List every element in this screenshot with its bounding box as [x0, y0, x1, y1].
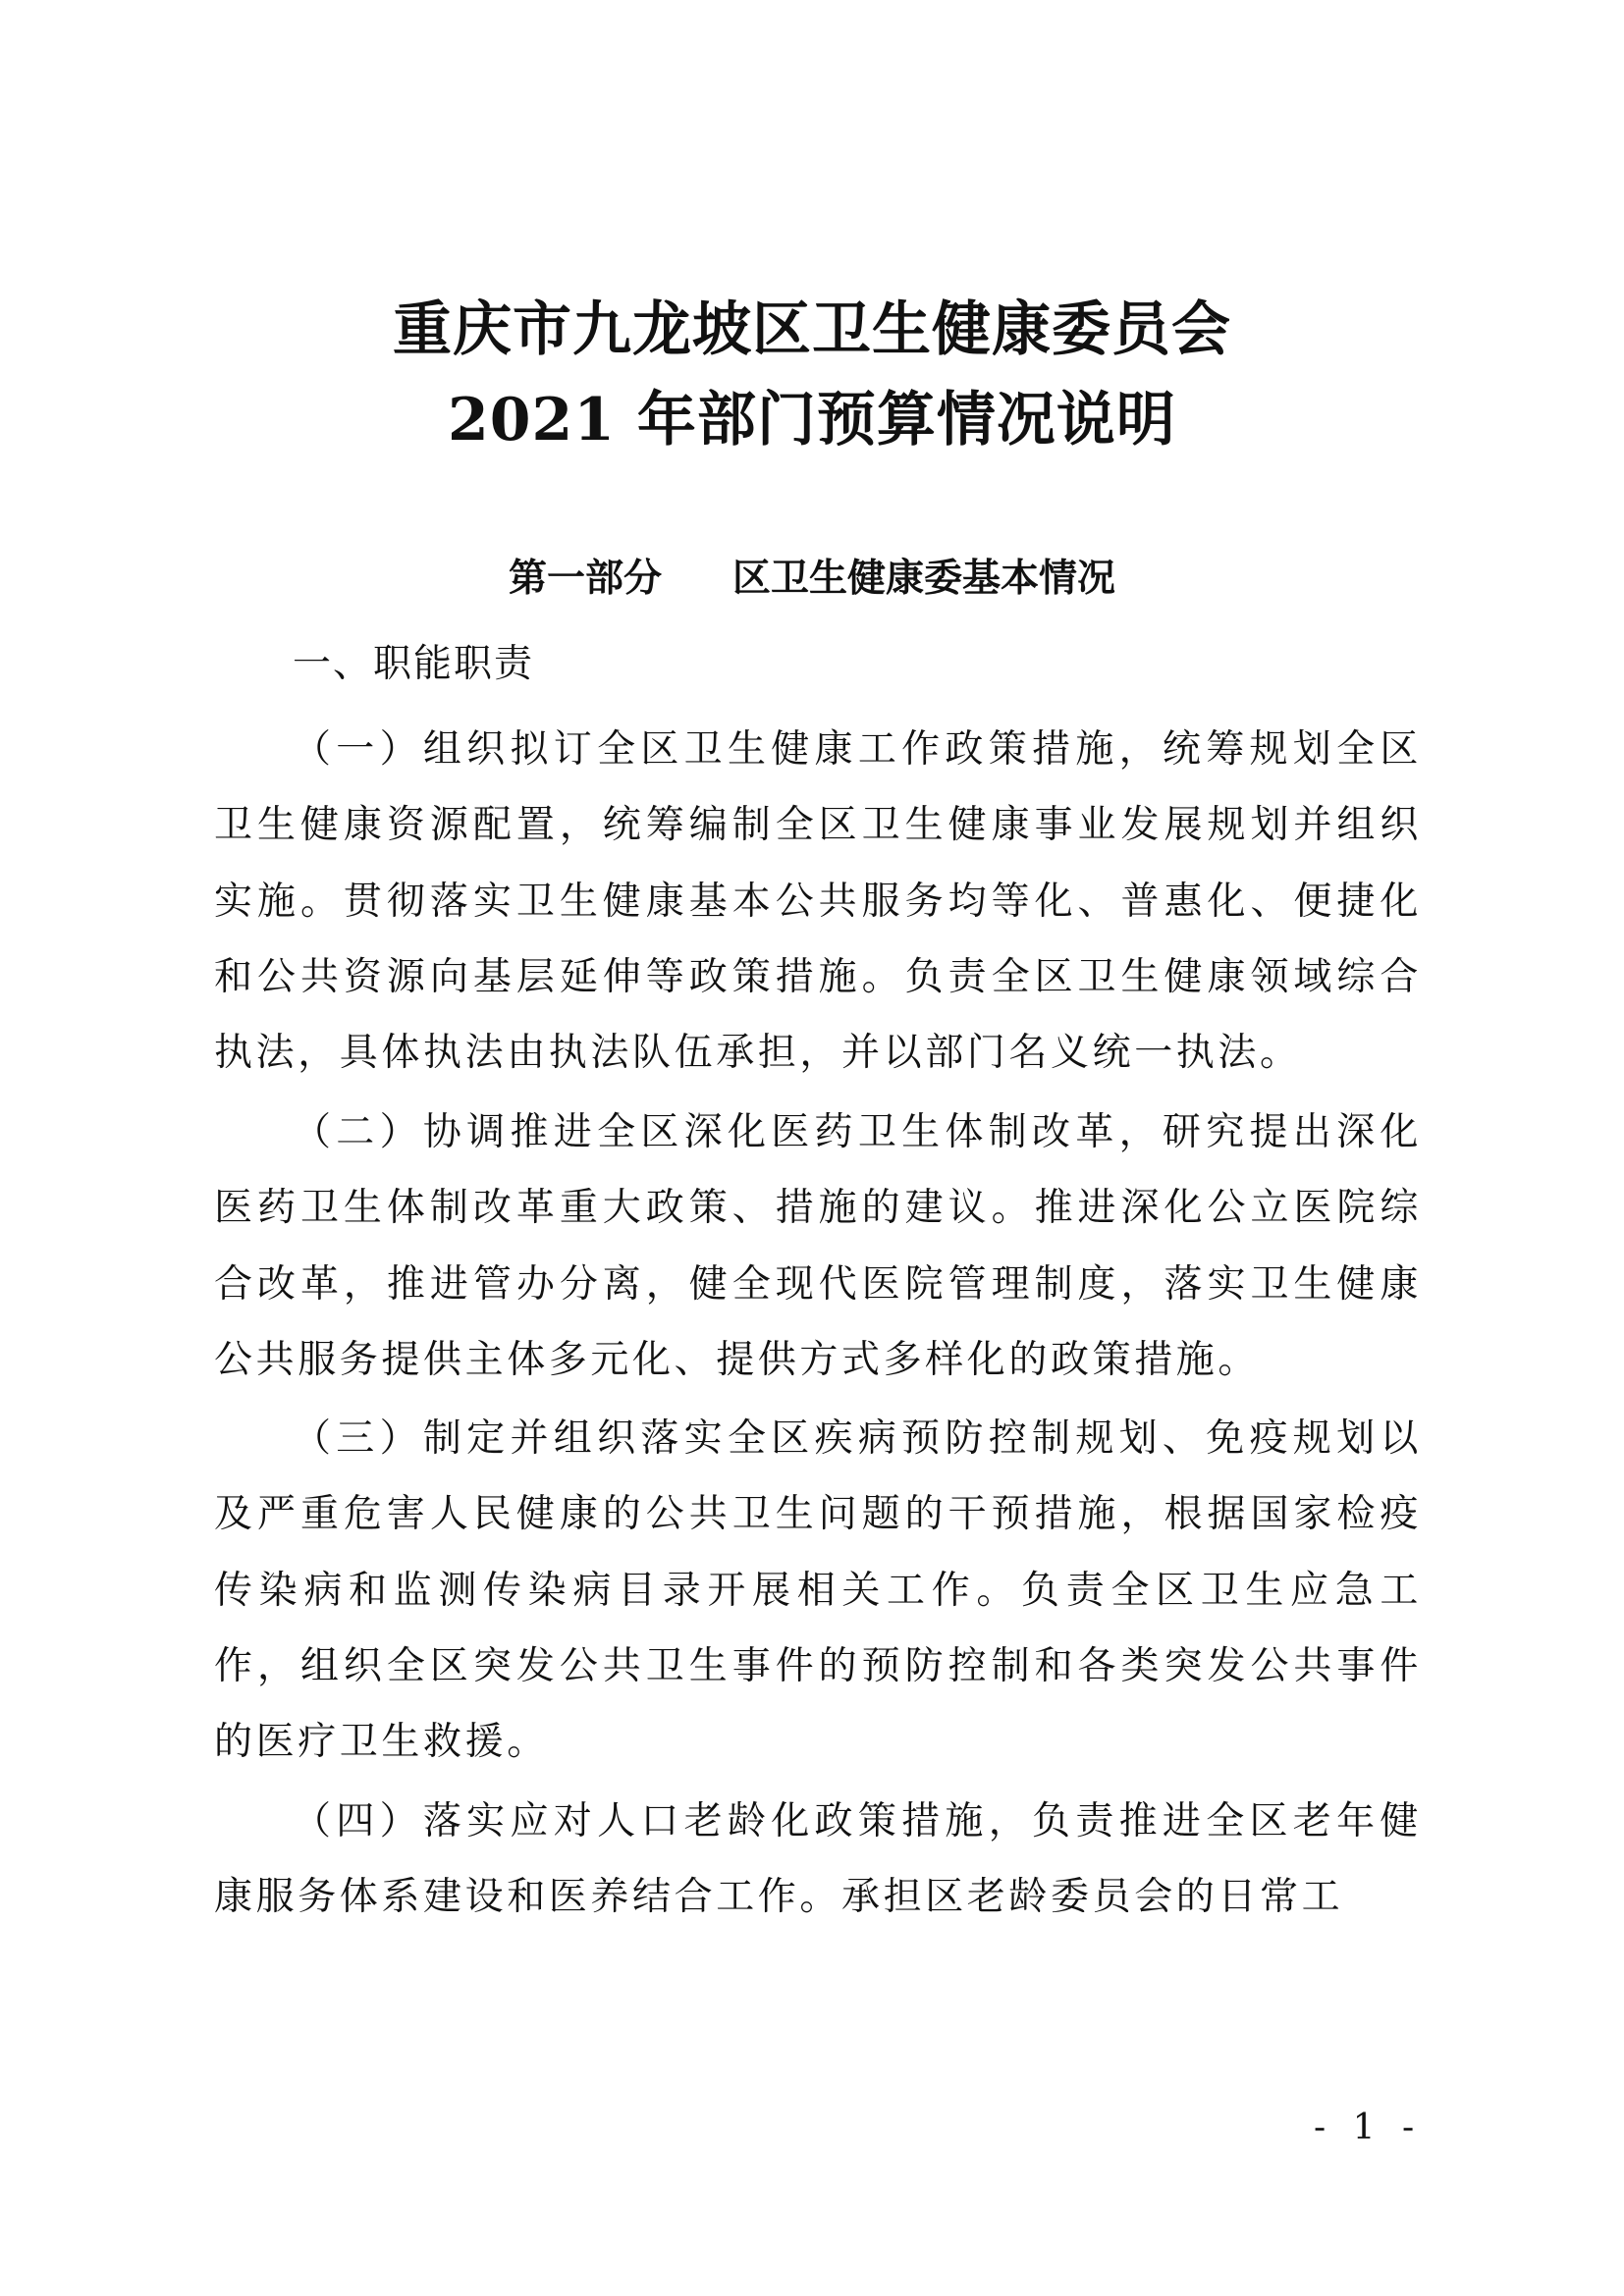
section-heading — [0, 557, 1624, 601]
page-number: - 1 - — [1314, 2108, 1423, 2148]
document-title-line-1: 重庆市九龙坡区卫生健康委员会 — [393, 295, 1231, 364]
paragraph-2: （二）协调推进全区深化医药卫生体制改革，研究提出深化医药卫生体制改革重大政策、措施的建议。推进深化公立医院综合改革，推进管办分离，健全现代医院管理制度，落实卫生健康公共服务提供主体多元化、提供方式多样化的政策措施。 — [214, 1110, 1422, 1382]
paragraph-3: （三）制定并组织落实全区疾病预防控制规划、免疫规划以及严重危害人民健康的公共卫生问题的干预措施，根据国家检疫传染病和监测传染病目录开展相关工作。负责全区卫生应急工作，组织全区突发公共卫生事件的预防控制和各类突发公共事件的医疗卫生救援。 — [214, 1416, 1422, 1765]
paragraph-1: （一）组织拟订全区卫生健康工作政策措施，统筹规划全区卫生健康资源配置，统筹编制全区卫生健康事业发展规划并组织实施。贯彻落实卫生健康基本公共服务均等化、普惠化、便捷化和公共资源向基层延伸等政策措施。负责全区卫生健康领域综合执法，具体执法由执法队伍承担，并以部门名义统一执法。 — [214, 727, 1422, 1076]
section-name: 区卫生健康委基本情况 — [732, 557, 1116, 601]
section-part-label: 第一部分 — [508, 557, 662, 601]
paragraph-4: （四）落实应对人口老龄化政策措施，负责推进全区老年健康服务体系建设和医养结合工作。承担区老龄委员会的日常工 — [214, 1799, 1422, 1920]
document-title-line-2: 2021 年部门预算情况说明 — [448, 386, 1176, 454]
subheading-functions: 一、职能职责 — [293, 642, 535, 686]
